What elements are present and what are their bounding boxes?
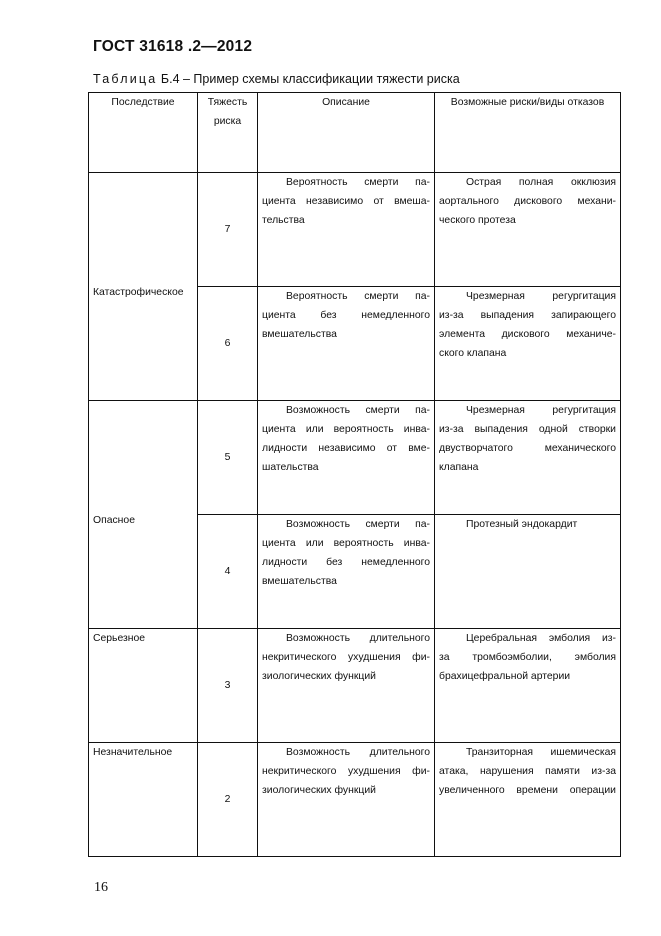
risk-classification-table xyxy=(88,92,621,857)
header-description: Описание xyxy=(258,93,435,173)
table-row xyxy=(89,629,621,743)
header-consequence: Последствие xyxy=(89,93,198,173)
consequence-cell xyxy=(89,401,198,629)
description-cell: Возможность длительного некритического ухудшения фи- зиологических функций xyxy=(258,743,435,857)
severity-cell: 4 xyxy=(198,515,258,629)
severity-cell: 5 xyxy=(198,401,258,515)
severity-cell: 7 xyxy=(198,173,258,287)
risk-cell: Чрезмерная регургитация из-за выпадения запирающего элемента дискового механиче- ского клапана xyxy=(435,287,621,401)
risk-cell: Транзиторная ишемическая атака, нарушения памяти из-за увеличенного времени операции xyxy=(435,743,621,857)
severity-cell: 2 xyxy=(198,743,258,857)
consequence-cell xyxy=(89,743,198,857)
table-row xyxy=(89,743,621,857)
table-row xyxy=(89,401,621,515)
description-cell: Вероятность смерти па- циента без немедленного вмешательства xyxy=(258,287,435,401)
standard-title: ГОСТ 31618 .2—2012 xyxy=(93,38,253,55)
consequence-cell xyxy=(89,173,198,401)
page-number: 16 xyxy=(94,880,108,895)
description-cell: Возможность смерти па- циента или вероятность инва- лидности независимо от вме- шательства xyxy=(258,401,435,515)
consequence-label: Опасное xyxy=(93,515,135,526)
severity-cell: 6 xyxy=(198,287,258,401)
risk-cell: Острая полная окклюзия аортального дискового механи- ческого протеза xyxy=(435,173,621,287)
description-cell: Вероятность смерти па- циента независимо от вмеша- тельства xyxy=(258,173,435,287)
table-header-row xyxy=(89,93,621,173)
caption-label: Таблица xyxy=(93,72,158,86)
consequence-label: Незначительное xyxy=(93,747,173,758)
header-severity: Тяжесть риска xyxy=(198,93,258,173)
risk-cell: Чрезмерная регургитация из-за выпадения одной створки двустворчатого механического клапана xyxy=(435,401,621,515)
header-risks: Возможные риски/виды отказов xyxy=(435,93,621,173)
description-cell: Возможность длительного некритического ухудшения фи- зиологических функций xyxy=(258,629,435,743)
table-caption xyxy=(93,72,460,86)
consequence-label: Катастрофическое xyxy=(93,287,184,298)
risk-cell: Протезный эндокардит xyxy=(435,515,621,629)
consequence-label: Серьезное xyxy=(93,633,146,644)
consequence-cell xyxy=(89,629,198,743)
risk-cell: Церебральная эмболия из- за тромбоэмболии, эмболия брахицефральной артерии xyxy=(435,629,621,743)
caption-text: Б.4 – Пример схемы классификации тяжести риска xyxy=(157,72,460,86)
description-cell: Возможность смерти па- циента или вероятность инва- лидности без немедленного вмешательства xyxy=(258,515,435,629)
severity-cell: 3 xyxy=(198,629,258,743)
table-row xyxy=(89,173,621,287)
